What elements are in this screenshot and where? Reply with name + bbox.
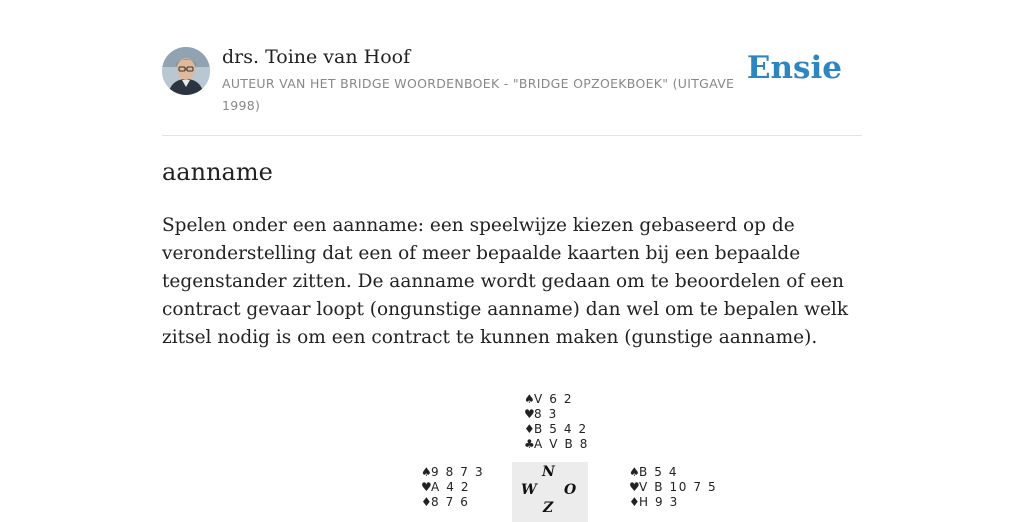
north-hand [524, 392, 589, 452]
north-clubs: A V B 8 [534, 437, 589, 451]
north-diamonds: B 5 4 2 [534, 422, 588, 436]
compass-north: N [542, 464, 555, 480]
heart-icon: ♥ [524, 407, 535, 421]
entry-definition: Spelen onder een aanname: een speelwijze kiezen gebaseerd op de veronderstelling dat een of meer bepaalde kaarten bij een bepaalde tegenstander zitten. De aanname wordt gedaan om te beoordelen of een contract gevaar loopt (ongunstige aanname) dan wel om te bepalen welk zitsel nodig is om een contract te kunnen maken (gunstige aanname). [162, 215, 849, 348]
west-diamonds: 8 7 6 [431, 495, 470, 509]
compass-box [512, 462, 588, 522]
compass-east: O [564, 482, 577, 498]
author-header [162, 46, 862, 116]
spade-icon: ♠ [421, 465, 432, 479]
west-spades: 9 8 7 3 [431, 465, 485, 479]
compass-south: Z [543, 500, 554, 516]
east-diamonds: H 9 3 [639, 495, 679, 509]
north-hearts: 8 3 [534, 407, 558, 421]
author-photo-icon [162, 47, 210, 95]
author-name[interactable]: drs. Toine van Hoof [222, 46, 411, 68]
diamond-icon: ♦ [421, 495, 432, 509]
west-hand [421, 465, 484, 510]
author-avatar[interactable] [162, 47, 210, 95]
heart-icon: ♥ [421, 480, 432, 494]
spade-icon: ♠ [524, 392, 535, 406]
entry-title: aanname [162, 158, 273, 186]
compass-west: W [521, 482, 537, 498]
bridge-deal-diagram [0, 390, 1024, 516]
author-description: AUTEUR VAN HET BRIDGE WOORDENBOEK - "BRIDGE OPZOEKBOEK" (UITGAVE 1998) [222, 76, 735, 113]
club-icon: ♣ [524, 437, 535, 451]
east-hand [629, 465, 717, 510]
east-spades: B 5 4 [639, 465, 679, 479]
east-hearts: V B 10 7 5 [639, 480, 718, 494]
ensie-logo[interactable]: Ensie [746, 50, 842, 86]
spade-icon: ♠ [629, 465, 640, 479]
diamond-icon: ♦ [524, 422, 535, 436]
header-divider [162, 135, 862, 136]
heart-icon: ♥ [629, 480, 640, 494]
north-spades: V 6 2 [534, 392, 574, 406]
west-hearts: A 4 2 [431, 480, 471, 494]
diamond-icon: ♦ [629, 495, 640, 509]
